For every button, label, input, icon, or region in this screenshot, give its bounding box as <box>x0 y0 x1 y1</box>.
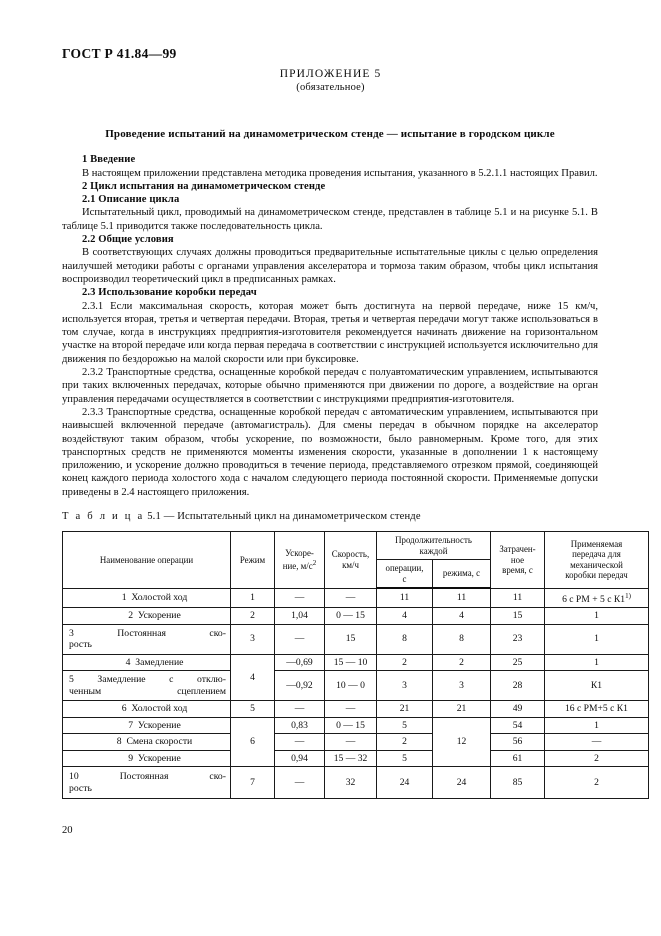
elapsed-line-2: ное <box>510 554 525 565</box>
cell-duration-operation: 2 <box>377 654 433 671</box>
elapsed-line-1: Затрачен- <box>499 544 536 554</box>
cell-duration-mode: 11 <box>433 588 491 608</box>
table-caption-label: Т а б л и ц а <box>62 511 145 522</box>
cell-acceleration: 0,83 <box>275 717 325 734</box>
acceleration-exponent: 2 <box>312 559 317 568</box>
duration-operation-line-1: операции, <box>385 563 424 573</box>
row-operation-label-line-1: 5 Замедление с отклю- <box>69 674 226 686</box>
gear-line-4: коробки передач <box>565 570 628 581</box>
annex-header <box>0 68 661 93</box>
cell-gear: 1 <box>545 608 649 625</box>
cell-operation-name <box>63 750 231 767</box>
row-number: 1 <box>121 592 127 604</box>
cell-operation-name <box>63 671 231 701</box>
cell-duration-mode: 4 <box>433 608 491 625</box>
annex-subtitle: (обязательное) <box>296 82 365 93</box>
col-header-speed <box>325 532 377 589</box>
table-body <box>63 588 649 799</box>
col-header-duration-mode: режима, с <box>433 560 491 589</box>
paragraph-2-3-3: 2.3.3 Транспортные средства, оснащенные коробкой передач с автоматическим управлением, испытываются при наивысшей включенной передаче (автомагистраль). Для смены передач в обычном порядке на акселератор воздействуют таким образом, чтобы ускорение, по возможности, было равномерным. Кроме того, для этих транспортных средств не применяются моменты изменения скорости, указанные в дополнении 1 к настоящему приложению, и ускорение должно проводиться в течение периода, представляемого отрезком прямой, соединяющей конец каждого периода холостого хода с началом следующего периода постоянной скорости. Применяемые допуски приведены в 2.4 настоящего приложения. <box>62 406 598 498</box>
cell-gear: К1 <box>545 671 649 701</box>
cell-mode: 1 <box>231 588 275 608</box>
cell-operation-name <box>63 767 231 799</box>
cell-elapsed: 11 <box>491 588 545 608</box>
heading-2-3-gearbox-use: 2.3 Использование коробки передач <box>82 287 257 299</box>
paragraph-2-3-2: 2.3.2 Транспортные средства, оснащенные коробкой передач с полуавтоматическим управлением, испытываются при таких включенных передачах, которые обычно применяются при движении по дороге, а воздействие на орган управления передачами осуществляется в соответствии с инструкциями предприятия-изготовителя. <box>62 367 598 405</box>
cell-acceleration: — <box>275 767 325 799</box>
paragraph-2-3-1: 2.3.1 Если максимальная скорость, которая может быть достигнута на первой передаче, ниже 15 км/ч, используется вторая, третья и четвертая передачи. Вторая, третья и четвертая передачи могут также использоваться в том случае, когда в инструкциях предприятия-изготовителя рекомендуется начинать движение на горизонтальном участке на второй передаче или когда первая передача в соответствии с инструкцией используется исключительно для движения по бездорожью на малой скорости или при буксировке. <box>62 300 598 365</box>
cell-speed: 15 — 32 <box>325 750 377 767</box>
gear-value: 6 с РМ + 5 с К1 <box>562 593 626 605</box>
row-operation-label-line-2: ченным сцеплением <box>69 685 226 697</box>
row-operation-label: Холостой ход <box>131 703 188 715</box>
cell-operation-name <box>63 734 231 751</box>
cell-speed: 32 <box>325 767 377 799</box>
cell-duration-mode: 12 <box>433 717 491 767</box>
cell-gear: 1 <box>545 717 649 734</box>
row-number: 6 <box>121 703 127 715</box>
cell-duration-operation: 24 <box>377 767 433 799</box>
cell-elapsed: 25 <box>491 654 545 671</box>
col-header-gear <box>545 532 649 589</box>
row-operation-label-line-2: рость <box>69 639 92 651</box>
gear-line-1: Применяемая <box>570 538 623 549</box>
row-number: 7 <box>128 719 134 731</box>
row-operation-label: Ускорение <box>137 719 181 731</box>
table-row <box>63 608 649 625</box>
table-row <box>63 767 649 799</box>
row-operation-label: Ускорение <box>137 610 181 622</box>
cell-mode: 3 <box>231 624 275 654</box>
standard-number: ГОСТ Р 41.84—99 <box>62 46 177 61</box>
cell-speed: — <box>325 701 377 718</box>
cell-speed: — <box>325 734 377 751</box>
table-row <box>63 734 649 751</box>
col-header-acceleration <box>275 532 325 589</box>
col-header-elapsed-time <box>491 532 545 589</box>
acceleration-line-1: Ускоре- <box>285 547 314 558</box>
cell-acceleration: — <box>275 588 325 608</box>
paragraph-1: В настоящем приложении представлена методика проведения испытания, указанного в 5.2.1.1 настоящих Правил. <box>82 167 598 179</box>
cell-operation-name <box>63 717 231 734</box>
row-number: 9 <box>128 752 134 764</box>
heading-1-introduction: 1 Введение <box>82 154 136 166</box>
cell-elapsed: 54 <box>491 717 545 734</box>
cell-acceleration: — <box>275 734 325 751</box>
row-number: 4 <box>125 656 131 668</box>
test-cycle-table <box>62 531 649 799</box>
cell-gear: 1 <box>545 654 649 671</box>
cell-gear: — <box>545 734 649 751</box>
cell-duration-operation: 4 <box>377 608 433 625</box>
row-number: 8 <box>116 736 122 748</box>
row-number: 2 <box>128 610 134 622</box>
cell-speed: 0 — 15 <box>325 608 377 625</box>
duration-group-line-2: каждой <box>419 545 448 556</box>
cell-gear: 2 <box>545 767 649 799</box>
cell-acceleration: —0,69 <box>275 654 325 671</box>
cell-speed: 15 <box>325 624 377 654</box>
body-text <box>62 128 598 499</box>
gear-footnote-marker: 1) <box>625 591 631 600</box>
cell-acceleration: — <box>275 701 325 718</box>
cell-speed: — <box>325 588 377 608</box>
row-operation-label: Замедление <box>135 656 184 668</box>
col-header-duration-group <box>377 532 491 560</box>
row-operation-label-line-2: рость <box>69 782 92 794</box>
cell-speed: 10 — 0 <box>325 671 377 701</box>
cell-elapsed: 15 <box>491 608 545 625</box>
gear-line-3: механической <box>570 559 623 570</box>
cell-elapsed: 85 <box>491 767 545 799</box>
cell-operation-name <box>63 654 231 671</box>
row-operation-label: Ускорение <box>137 752 181 764</box>
col-header-mode: Режим <box>231 532 275 589</box>
col-header-operation: Наименование операции <box>63 532 231 589</box>
paragraph-2-2: В соответствующих случаях должны проводиться предварительные испытательные циклы с целью определения наилучшей методики работы с органами управления акселератора и тормоза таким образом, чтобы цикл испытания воспроизводил теоретический цикл в предписанных рамках. <box>62 247 598 285</box>
cell-duration-operation: 11 <box>377 588 433 608</box>
cell-acceleration: —0,92 <box>275 671 325 701</box>
cell-elapsed: 49 <box>491 701 545 718</box>
row-operation-label: Холостой ход <box>131 592 188 604</box>
cell-duration-mode: 3 <box>433 671 491 701</box>
cell-gear <box>545 588 649 608</box>
annex-title: ПРИЛОЖЕНИЕ 5 <box>279 68 382 80</box>
cell-operation-name <box>63 624 231 654</box>
table-row <box>63 624 649 654</box>
heading-2-1-cycle-description: 2.1 Описание цикла <box>82 194 180 206</box>
cell-gear: 16 с РМ+5 с К1 <box>545 701 649 718</box>
row-operation-label-line-1: 3 Постоянная ско- <box>69 627 226 639</box>
cell-duration-mode: 8 <box>433 624 491 654</box>
table-row <box>63 654 649 671</box>
cell-speed: 15 — 10 <box>325 654 377 671</box>
cell-gear: 1 <box>545 624 649 654</box>
cell-duration-mode: 24 <box>433 767 491 799</box>
row-operation-label-line-1: 10 Постоянная ско- <box>69 771 226 783</box>
col-header-duration-operation <box>377 560 433 589</box>
table-row <box>63 671 649 701</box>
cell-duration-mode: 2 <box>433 654 491 671</box>
duration-group-line-1: Продолжительность <box>395 535 472 545</box>
cell-duration-operation: 3 <box>377 671 433 701</box>
page-number: 20 <box>62 825 73 836</box>
table-caption-number: 5.1 <box>147 511 161 522</box>
heading-2-2-general-conditions: 2.2 Общие условия <box>82 234 174 246</box>
cell-mode: 7 <box>231 767 275 799</box>
cell-mode: 5 <box>231 701 275 718</box>
acceleration-line-2: ние, м/с <box>282 561 313 572</box>
cell-acceleration: 0,94 <box>275 750 325 767</box>
cell-duration-operation: 5 <box>377 750 433 767</box>
speed-line-2: км/ч <box>342 559 359 570</box>
cell-duration-operation: 8 <box>377 624 433 654</box>
paragraph-2-1: Испытательный цикл, проводимый на динамометрическом стенде, представлен в таблице 5.1 и на рисунке 5.1. В таблице 5.1 приводится также последовательность цикла. <box>62 207 598 232</box>
section-heading: Проведение испытаний на динамометрическом стенде — испытание в городском цикле <box>105 128 555 140</box>
gear-line-2: передача для <box>572 549 621 560</box>
cell-operation-name <box>63 608 231 625</box>
cell-duration-operation: 2 <box>377 734 433 751</box>
cell-duration-operation: 5 <box>377 717 433 734</box>
cell-elapsed: 28 <box>491 671 545 701</box>
cell-mode: 4 <box>231 654 275 701</box>
cell-acceleration: — <box>275 624 325 654</box>
cell-operation-name <box>63 588 231 608</box>
table-row <box>63 588 649 608</box>
cell-gear: 2 <box>545 750 649 767</box>
table-caption <box>62 511 421 522</box>
cell-elapsed: 56 <box>491 734 545 751</box>
row-operation-label: Смена скорости <box>126 736 193 748</box>
elapsed-line-3: время, с <box>502 565 533 575</box>
table-row <box>63 717 649 734</box>
cell-operation-name <box>63 701 231 718</box>
table-caption-text: — Испытательный цикл на динамометрическом стенде <box>163 511 421 522</box>
table-row <box>63 701 649 718</box>
cell-duration-mode: 21 <box>433 701 491 718</box>
cell-elapsed: 61 <box>491 750 545 767</box>
cell-duration-operation: 21 <box>377 701 433 718</box>
cell-mode: 6 <box>231 717 275 767</box>
cell-mode: 2 <box>231 608 275 625</box>
cell-speed: 0 — 15 <box>325 717 377 734</box>
cell-elapsed: 23 <box>491 624 545 654</box>
speed-line-1: Скорость, <box>331 549 370 560</box>
heading-2-test-cycle: 2 Цикл испытания на динамометрическом стенде <box>82 180 326 192</box>
table-header-row-1 <box>63 532 649 560</box>
table-row <box>63 750 649 767</box>
cell-acceleration: 1,04 <box>275 608 325 625</box>
duration-operation-line-2: с <box>402 573 407 584</box>
